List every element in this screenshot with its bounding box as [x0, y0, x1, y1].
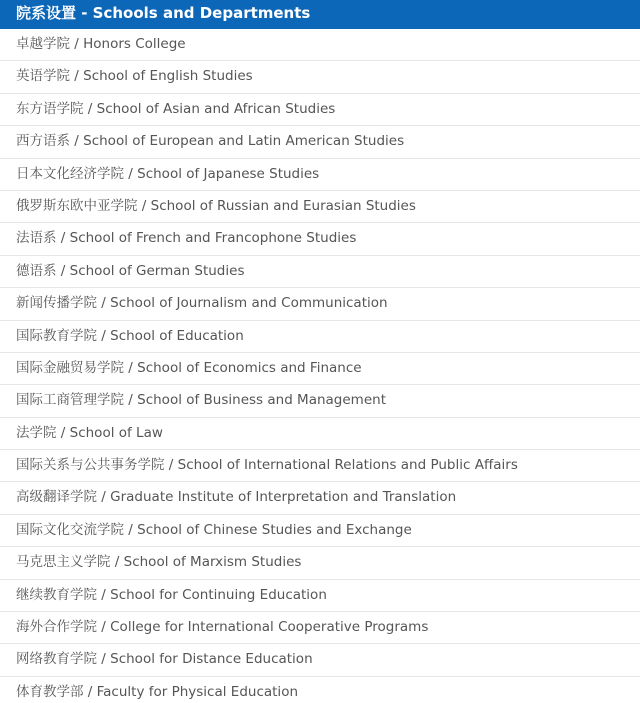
school-row[interactable]: 法学院 / School of Law [0, 418, 640, 450]
school-row[interactable]: 东方语学院 / School of Asian and African Studies [0, 94, 640, 126]
school-row[interactable]: 日本文化经济学院 / School of Japanese Studies [0, 159, 640, 191]
school-row[interactable]: 国际工商管理学院 / School of Business and Management [0, 385, 640, 417]
school-row[interactable]: 国际金融贸易学院 / School of Economics and Finance [0, 353, 640, 385]
school-row[interactable]: 新闻传播学院 / School of Journalism and Communication [0, 288, 640, 320]
school-row[interactable]: 英语学院 / School of English Studies [0, 61, 640, 93]
school-row[interactable]: 国际文化交流学院 / School of Chinese Studies and Exchange [0, 515, 640, 547]
school-row[interactable]: 高级翻译学院 / Graduate Institute of Interpretation and Translation [0, 482, 640, 514]
school-row[interactable]: 国际教育学院 / School of Education [0, 321, 640, 353]
school-row[interactable]: 德语系 / School of German Studies [0, 256, 640, 288]
school-row[interactable]: 卓越学院 / Honors College [0, 29, 640, 61]
schools-list [0, 29, 640, 703]
panel-header: 院系设置 - Schools and Departments [0, 0, 640, 29]
school-row[interactable]: 西方语系 / School of European and Latin American Studies [0, 126, 640, 158]
school-row[interactable]: 网络教育学院 / School for Distance Education [0, 644, 640, 676]
school-row[interactable]: 继续教育学院 / School for Continuing Education [0, 580, 640, 612]
school-row[interactable]: 体育教学部 / Faculty for Physical Education [0, 677, 640, 703]
school-row[interactable]: 海外合作学院 / College for International Cooperative Programs [0, 612, 640, 644]
school-row[interactable]: 马克思主义学院 / School of Marxism Studies [0, 547, 640, 579]
school-row[interactable]: 俄罗斯东欧中亚学院 / School of Russian and Eurasian Studies [0, 191, 640, 223]
school-row[interactable]: 国际关系与公共事务学院 / School of International Relations and Public Affairs [0, 450, 640, 482]
school-row[interactable]: 法语系 / School of French and Francophone Studies [0, 223, 640, 255]
